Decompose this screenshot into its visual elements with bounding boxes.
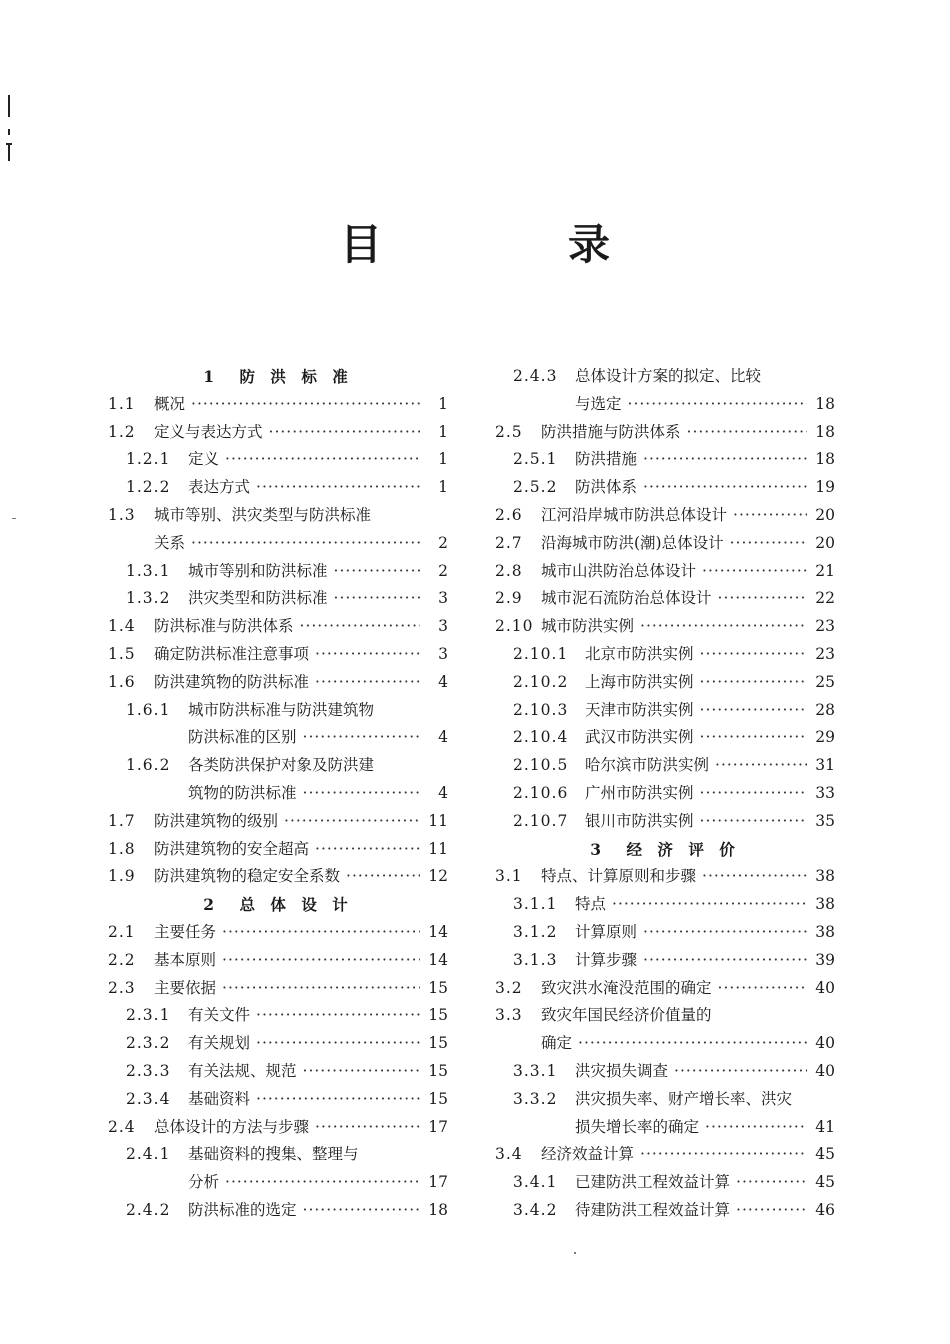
chapter-heading: 3 经 济 评 价 — [590, 839, 740, 859]
section-title: 分析 — [188, 1173, 220, 1192]
toc-entry[interactable] — [108, 808, 448, 836]
page-number: 40 — [815, 1034, 835, 1053]
dot-leader — [687, 419, 807, 447]
page-number: 15 — [428, 1034, 448, 1053]
section-title: 计算步骤 — [575, 950, 638, 969]
section-title: 计算原则 — [575, 922, 638, 941]
dot-leader — [256, 1002, 420, 1030]
section-title: 经济效益计算 — [541, 1145, 635, 1164]
toc-entry[interactable] — [495, 669, 835, 697]
section-number: 1.3.2 — [126, 589, 171, 608]
toc-entry[interactable] — [108, 446, 448, 474]
toc-entry[interactable] — [108, 1197, 448, 1225]
page-number: 18 — [815, 450, 835, 469]
dot-leader — [222, 975, 420, 1003]
page-number: 12 — [428, 867, 448, 886]
page-number: 45 — [815, 1145, 835, 1164]
dot-leader — [733, 502, 807, 530]
dot-leader — [346, 863, 420, 891]
toc-entry[interactable] — [495, 558, 835, 586]
toc-entry[interactable] — [495, 1086, 835, 1114]
section-number: 3.3.1 — [513, 1061, 558, 1080]
section-title: 筑物的防洪标准 — [188, 783, 297, 802]
dot-leader — [736, 1197, 807, 1225]
section-number: 1.2.2 — [126, 478, 171, 497]
section-title: 有关法规、规范 — [188, 1061, 297, 1080]
section-title: 有关规划 — [188, 1034, 251, 1053]
section-title: 基本原则 — [154, 950, 217, 969]
dot-leader — [736, 1169, 807, 1197]
section-title: 定义 — [188, 450, 220, 469]
toc-entry[interactable] — [495, 919, 835, 947]
section-title: 主要任务 — [154, 922, 217, 941]
section-title: 沿海城市防洪(潮)总体设计 — [541, 533, 724, 552]
toc-entry[interactable] — [108, 585, 448, 613]
page-number: 11 — [428, 839, 448, 858]
toc-entry[interactable] — [495, 752, 835, 780]
toc-entry[interactable] — [495, 530, 835, 558]
section-number: 2.9 — [495, 589, 523, 608]
section-title: 城市防洪实例 — [541, 617, 635, 636]
toc-entry[interactable] — [108, 391, 448, 419]
section-title: 待建防洪工程效益计算 — [575, 1200, 731, 1219]
page-number: 19 — [815, 478, 835, 497]
toc-entry[interactable] — [108, 474, 448, 502]
page-title: 目 录 — [339, 220, 682, 269]
section-number: 3.1.1 — [513, 895, 558, 914]
page-number: 17 — [428, 1117, 448, 1136]
section-title: 基础资料的搜集、整理与 — [188, 1145, 359, 1164]
dot-leader — [705, 1114, 807, 1142]
scan-speck — [574, 1252, 576, 1254]
dot-leader — [334, 558, 420, 586]
section-title: 定义与表达方式 — [154, 422, 263, 441]
dot-leader — [628, 391, 807, 419]
dot-leader — [643, 474, 807, 502]
section-number: 2.10.5 — [513, 756, 569, 775]
toc-entry[interactable] — [108, 975, 448, 1003]
toc-entry[interactable] — [108, 641, 448, 669]
section-title: 广州市防洪实例 — [585, 783, 694, 802]
section-title: 银川市防洪实例 — [585, 811, 694, 830]
section-number: 2.3.1 — [126, 1006, 171, 1025]
page-number: 1 — [438, 422, 448, 441]
dot-leader — [700, 641, 807, 669]
dot-leader — [315, 669, 420, 697]
dot-leader — [256, 1086, 420, 1114]
page-number: 45 — [815, 1173, 835, 1192]
dot-leader — [315, 1114, 420, 1142]
page-number: 21 — [815, 561, 835, 580]
toc-entry[interactable] — [108, 919, 448, 947]
section-number: 2.3.2 — [126, 1034, 171, 1053]
toc-entry-continuation[interactable] — [108, 530, 448, 558]
section-title: 防洪标准的区别 — [188, 728, 297, 747]
section-number: 3.1.2 — [513, 922, 558, 941]
toc-entry[interactable] — [108, 1002, 448, 1030]
page-number: 23 — [815, 617, 835, 636]
page-number: 15 — [428, 1061, 448, 1080]
dot-leader — [225, 446, 420, 474]
page-number: 39 — [815, 950, 835, 969]
dot-leader — [643, 947, 807, 975]
dot-leader — [643, 446, 807, 474]
dot-leader — [640, 613, 807, 641]
toc-entry[interactable] — [108, 669, 448, 697]
section-title: 已建防洪工程效益计算 — [575, 1173, 731, 1192]
section-title: 城市泥石流防治总体设计 — [541, 589, 712, 608]
dot-leader — [674, 1058, 807, 1086]
section-number: 1.6.1 — [126, 700, 171, 719]
section-number: 1.9 — [108, 867, 136, 886]
section-number: 3.2 — [495, 978, 523, 997]
dot-leader — [700, 780, 807, 808]
toc-entry[interactable] — [108, 836, 448, 864]
toc-entry[interactable] — [108, 558, 448, 586]
section-number: 2.10.6 — [513, 783, 569, 802]
section-title: 城市山洪防治总体设计 — [541, 561, 697, 580]
toc-entry[interactable] — [108, 1141, 448, 1169]
section-number: 3.4.1 — [513, 1173, 558, 1192]
section-title: 武汉市防洪实例 — [585, 728, 694, 747]
section-number: 3.3.2 — [513, 1089, 558, 1108]
toc-entry[interactable] — [108, 1030, 448, 1058]
scan-speck — [12, 518, 16, 519]
toc-entry[interactable] — [495, 613, 835, 641]
dot-leader — [284, 808, 420, 836]
dot-leader — [315, 836, 420, 864]
page-number: 38 — [815, 895, 835, 914]
section-title: 城市等别、洪灾类型与防洪标准 — [154, 505, 372, 524]
page-number: 31 — [815, 756, 835, 775]
section-title: 防洪体系 — [575, 478, 638, 497]
dot-leader — [702, 558, 807, 586]
section-number: 1.3.1 — [126, 561, 171, 580]
section-title: 各类防洪保护对象及防洪建 — [188, 756, 375, 775]
page-number: 1 — [438, 478, 448, 497]
dot-leader — [334, 585, 420, 613]
section-title: 概况 — [154, 394, 186, 413]
page-number: 25 — [815, 672, 835, 691]
page-number: 14 — [428, 950, 448, 969]
toc-entry[interactable] — [495, 697, 835, 725]
section-number: 1.8 — [108, 839, 136, 858]
section-title: 洪灾类型和防洪标准 — [188, 589, 328, 608]
section-title: 城市防洪标准与防洪建筑物 — [188, 700, 375, 719]
dot-leader — [700, 697, 807, 725]
section-number: 2.3.3 — [126, 1061, 171, 1080]
dot-leader — [256, 474, 420, 502]
page-number: 38 — [815, 867, 835, 886]
section-title: 城市等别和防洪标准 — [188, 561, 328, 580]
section-title: 洪灾损失调查 — [575, 1061, 669, 1080]
section-number: 2.4.3 — [513, 367, 558, 385]
dot-leader — [702, 863, 807, 891]
section-title: 特点、计算原则和步骤 — [541, 867, 697, 886]
toc-entry[interactable] — [108, 1086, 448, 1114]
toc-entry-continuation[interactable] — [108, 780, 448, 808]
chapter-heading: 2 总 体 设 计 — [203, 895, 353, 915]
section-number: 1.3 — [108, 505, 136, 524]
section-title: 防洪建筑物的级别 — [154, 811, 279, 830]
dot-leader — [303, 1058, 420, 1086]
section-title: 有关文件 — [188, 1006, 251, 1025]
dot-leader — [578, 1030, 807, 1058]
page-number: 40 — [815, 1061, 835, 1080]
page-number: 1 — [438, 450, 448, 469]
section-number: 2.10.1 — [513, 644, 569, 663]
toc-entry[interactable] — [495, 947, 835, 975]
dot-leader — [718, 585, 807, 613]
section-title: 防洪建筑物的稳定安全系数 — [154, 867, 341, 886]
page-number: 2 — [438, 561, 448, 580]
section-number: 1.2 — [108, 422, 136, 441]
toc-entry[interactable] — [495, 780, 835, 808]
section-number: 1.7 — [108, 811, 136, 830]
page-number: 18 — [428, 1200, 448, 1219]
page-number: 4 — [438, 783, 448, 802]
section-title: 确定防洪标准注意事项 — [154, 644, 310, 663]
section-number: 2.10.4 — [513, 728, 569, 747]
toc-entry[interactable] — [495, 585, 835, 613]
page-number: 2 — [438, 533, 448, 552]
dot-leader — [300, 613, 420, 641]
page-number: 33 — [815, 783, 835, 802]
section-title: 表达方式 — [188, 478, 251, 497]
toc-entry[interactable] — [495, 1002, 835, 1030]
toc-entry[interactable] — [495, 1169, 835, 1197]
page-number: 38 — [815, 922, 835, 941]
toc-entry-continuation[interactable] — [108, 724, 448, 752]
section-title: 上海市防洪实例 — [585, 672, 694, 691]
page-number: 11 — [428, 811, 448, 830]
section-title: 哈尔滨市防洪实例 — [585, 756, 710, 775]
toc-entry-continuation[interactable] — [495, 1030, 835, 1058]
section-number: 2.8 — [495, 561, 523, 580]
dot-leader — [256, 1030, 420, 1058]
page-number: 29 — [815, 728, 835, 747]
section-number: 2.5.1 — [513, 450, 558, 469]
toc-entry[interactable] — [108, 613, 448, 641]
toc-entry[interactable] — [495, 641, 835, 669]
section-number: 2.4 — [108, 1117, 136, 1136]
section-title: 致灾洪水淹没范围的确定 — [541, 978, 712, 997]
toc-entry[interactable] — [495, 446, 835, 474]
page-number: 15 — [428, 1089, 448, 1108]
page-number: 23 — [815, 644, 835, 663]
toc-entry[interactable] — [108, 752, 448, 780]
section-number: 3.4 — [495, 1145, 523, 1164]
section-number: 2.10.3 — [513, 700, 569, 719]
section-number: 2.4.1 — [126, 1145, 171, 1164]
toc-entry[interactable] — [495, 474, 835, 502]
section-number: 1.2.1 — [126, 450, 171, 469]
toc-entry[interactable] — [108, 863, 448, 891]
toc-entry[interactable] — [495, 891, 835, 919]
toc-entry[interactable] — [495, 1058, 835, 1086]
dot-leader — [643, 919, 807, 947]
section-title: 防洪措施与防洪体系 — [541, 422, 681, 441]
section-number: 1.4 — [108, 617, 136, 636]
section-title: 防洪建筑物的安全超高 — [154, 839, 310, 858]
page-number: 3 — [438, 617, 448, 636]
page-number: 1 — [438, 394, 448, 413]
toc-left-column — [108, 363, 448, 1225]
section-number: 2.4.2 — [126, 1200, 171, 1219]
section-title: 总体设计方案的拟定、比较 — [575, 367, 762, 385]
dot-leader — [222, 919, 420, 947]
toc-entry[interactable] — [495, 363, 835, 391]
page-number: 35 — [815, 811, 835, 830]
toc-entry[interactable] — [495, 502, 835, 530]
dot-leader — [715, 752, 807, 780]
toc-entry[interactable] — [495, 975, 835, 1003]
dot-leader — [303, 1197, 420, 1225]
page-number: 3 — [438, 589, 448, 608]
toc-entry[interactable] — [108, 697, 448, 725]
dot-leader — [612, 891, 807, 919]
section-number: 3.3 — [495, 1006, 523, 1025]
section-title: 江河沿岸城市防洪总体设计 — [541, 505, 728, 524]
page-number: 20 — [815, 505, 835, 524]
toc-entry[interactable] — [108, 419, 448, 447]
section-title: 总体设计的方法与步骤 — [154, 1117, 310, 1136]
toc-entry[interactable] — [495, 724, 835, 752]
dot-leader — [700, 669, 807, 697]
page-number: 14 — [428, 922, 448, 941]
page-number: 28 — [815, 700, 835, 719]
section-title: 防洪标准的选定 — [188, 1200, 297, 1219]
section-title: 防洪标准与防洪体系 — [154, 617, 294, 636]
section-number: 2.10 — [495, 617, 534, 636]
page-number: 4 — [438, 728, 448, 747]
dot-leader — [700, 724, 807, 752]
page-number: 3 — [438, 644, 448, 663]
dot-leader — [640, 1141, 807, 1169]
toc-entry[interactable] — [108, 1114, 448, 1142]
section-title: 基础资料 — [188, 1089, 251, 1108]
section-title: 损失增长率的确定 — [575, 1117, 700, 1136]
section-number: 1.5 — [108, 644, 136, 663]
section-number: 2.6 — [495, 505, 523, 524]
section-number: 3.4.2 — [513, 1200, 558, 1219]
dot-leader — [303, 724, 420, 752]
page-number: 41 — [815, 1117, 835, 1136]
dot-leader — [225, 1169, 420, 1197]
toc-entry[interactable] — [495, 1141, 835, 1169]
section-title: 天津市防洪实例 — [585, 700, 694, 719]
section-number: 2.10.7 — [513, 811, 569, 830]
toc-entry-continuation[interactable] — [495, 1114, 835, 1142]
page-number: 22 — [815, 589, 835, 608]
dot-leader — [191, 391, 420, 419]
section-number: 2.10.2 — [513, 672, 569, 691]
section-number: 2.7 — [495, 533, 523, 552]
dot-leader — [315, 641, 420, 669]
section-title: 与选定 — [575, 394, 622, 413]
section-number: 2.2 — [108, 950, 136, 969]
section-number: 2.5 — [495, 422, 523, 441]
toc-entry[interactable] — [108, 947, 448, 975]
section-title: 特点 — [575, 895, 607, 914]
page-number: 40 — [815, 978, 835, 997]
toc-entry[interactable] — [495, 419, 835, 447]
page-number: 4 — [438, 672, 448, 691]
section-number: 1.1 — [108, 394, 136, 413]
toc-entry[interactable] — [495, 808, 835, 836]
section-title: 主要依据 — [154, 978, 217, 997]
page-number: 18 — [815, 422, 835, 441]
toc-entry-continuation[interactable] — [108, 1169, 448, 1197]
section-number: 2.3 — [108, 978, 136, 997]
dot-leader — [222, 947, 420, 975]
section-number: 3.1 — [495, 867, 523, 886]
section-number: 2.1 — [108, 922, 136, 941]
toc-right-column — [495, 363, 835, 1225]
binding-mark — [4, 95, 14, 165]
page-number: 18 — [815, 394, 835, 413]
page-number: 46 — [815, 1200, 835, 1219]
section-title: 北京市防洪实例 — [585, 644, 694, 663]
page-number: 15 — [428, 978, 448, 997]
section-number: 1.6 — [108, 672, 136, 691]
page-number: 15 — [428, 1006, 448, 1025]
section-number: 1.6.2 — [126, 756, 171, 775]
section-title: 防洪措施 — [575, 450, 638, 469]
chapter-heading: 1 防 洪 标 准 — [203, 367, 353, 386]
page-number: 17 — [428, 1173, 448, 1192]
dot-leader — [269, 419, 420, 447]
dot-leader — [303, 780, 420, 808]
section-title: 关系 — [154, 533, 186, 552]
section-number: 3.1.3 — [513, 950, 558, 969]
toc-entry[interactable] — [108, 1058, 448, 1086]
dot-leader — [730, 530, 807, 558]
toc-entry[interactable] — [108, 502, 448, 530]
section-title: 确定 — [541, 1034, 573, 1053]
section-number: 2.3.4 — [126, 1089, 171, 1108]
page-number: 20 — [815, 533, 835, 552]
section-title: 洪灾损失率、财产增长率、洪灾 — [575, 1089, 793, 1108]
section-title: 防洪建筑物的防洪标准 — [154, 672, 310, 691]
section-number: 2.5.2 — [513, 478, 558, 497]
toc-entry[interactable] — [495, 1197, 835, 1225]
toc-entry[interactable] — [495, 863, 835, 891]
section-title: 致灾年国民经济价值量的 — [541, 1006, 712, 1025]
dot-leader — [700, 808, 807, 836]
dot-leader — [191, 530, 420, 558]
dot-leader — [718, 975, 807, 1003]
toc-entry-continuation[interactable] — [495, 391, 835, 419]
